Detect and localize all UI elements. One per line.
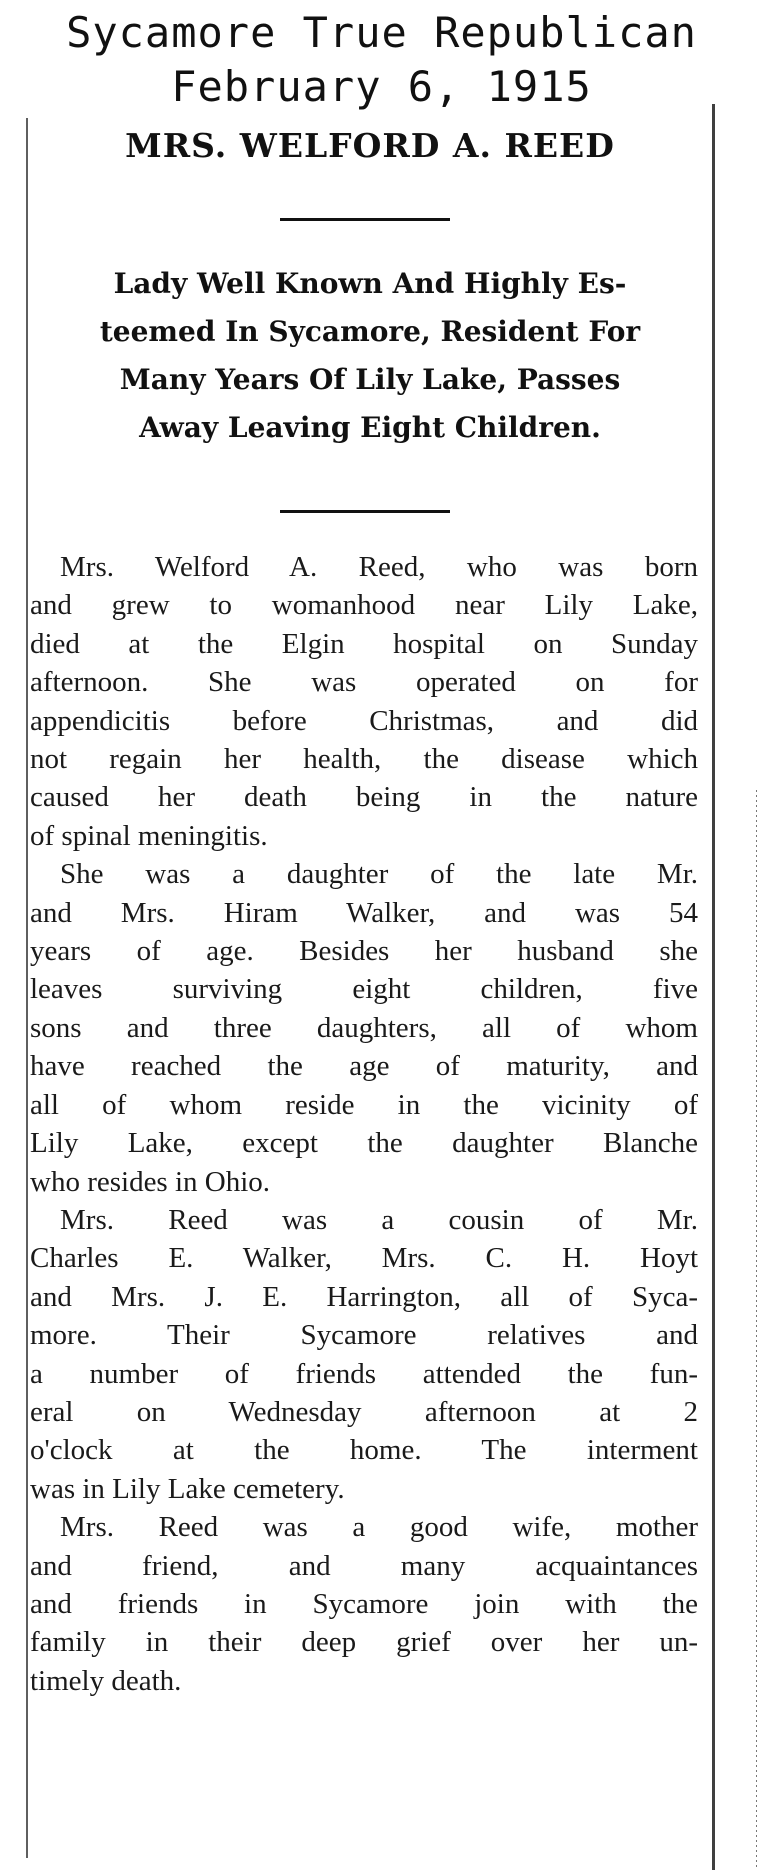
column-rule-left [26,118,28,1858]
text-line: Mrs. Reed was a cousin of Mr. [60,1203,698,1236]
text-line: died at the Elgin hospital on Sunday [30,627,698,660]
deck-line: Lady Well Known And Highly Es- [113,267,627,300]
text-line: She was a daughter of the late Mr. [60,858,698,891]
column-rule-right [712,104,715,1870]
text-line: have reached the age of maturity, and [30,1050,698,1083]
text-line: Mrs. Welford A. Reed, who was born [60,551,698,583]
paragraph [30,1508,698,1700]
article-body [30,548,698,1700]
deck-line: Many Years Of Lily Lake, Passes [119,363,621,396]
text-line: appendicitis before Christmas, and did [30,704,698,737]
text-line: family in their deep grief over her un- [30,1626,698,1659]
paragraph [30,1201,698,1508]
text-line: who resides in Ohio. [30,1165,271,1198]
text-line: and grew to womanhood near Lily Lake, [30,589,698,622]
text-line: eral on Wednesday afternoon at 2 [30,1395,698,1428]
text-line: and Mrs. J. E. Harrington, all of Syca- [30,1280,698,1313]
text-line: Mrs. Reed was a good wife, mother [60,1511,698,1544]
text-line: years of age. Besides her husband she [30,935,698,968]
text-line: Charles E. Walker, Mrs. C. H. Hoyt [30,1242,698,1275]
deck-line: Away Leaving Eight Children. [139,411,601,444]
text-line: a number of friends attended the fun- [30,1357,698,1390]
text-line: was in Lily Lake cemetery. [30,1472,345,1505]
publication-name: Sycamore True Republican [66,8,697,57]
text-line: more. Their Sycamore relatives and [30,1319,698,1352]
text-line: Lily Lake, except the daughter Blanche [30,1127,698,1160]
text-line: leaves surviving eight children, five [30,973,698,1006]
text-line: and friends in Sycamore join with the [30,1587,698,1620]
text-line: not regain her health, the disease which [30,743,698,776]
text-line: of spinal meningitis. [30,819,268,852]
adjacent-column-rule [756,790,757,1870]
article-headline: MRS. WELFORD A. REED [125,126,615,165]
deck-line: teemed In Sycamore, Resident For [99,315,641,348]
deck-divider [280,510,450,513]
text-line: o'clock at the home. The interment [30,1434,698,1467]
text-line: all of whom reside in the vicinity of [30,1088,698,1121]
publication-date: February 6, 1915 [171,62,592,111]
headline-divider [280,218,450,221]
article-deck [36,260,704,452]
paragraph [30,855,698,1201]
paragraph [30,548,698,855]
text-line: timely death. [30,1664,182,1697]
text-line: and friend, and many acquaintances [30,1549,698,1582]
text-line: and Mrs. Hiram Walker, and was 54 [30,896,698,929]
text-line: sons and three daughters, all of whom [30,1011,698,1044]
text-line: caused her death being in the nature [30,781,698,814]
text-line: afternoon. She was operated on for [30,666,698,699]
